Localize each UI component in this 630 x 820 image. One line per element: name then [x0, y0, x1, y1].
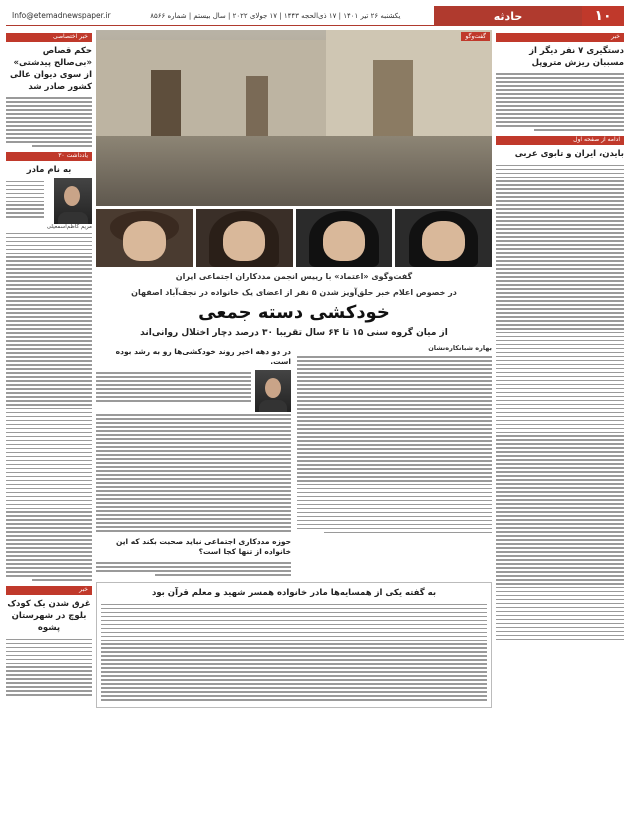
right-column [496, 30, 624, 814]
main-column [96, 30, 492, 814]
victim-photos [96, 209, 492, 267]
interviewee-photo [255, 370, 291, 412]
neighbor-quote-box [96, 582, 492, 708]
story-biden-title: بایدن، ایران و تابوی عربی [514, 149, 624, 160]
story-metropol-body [496, 71, 624, 133]
portrait-photo [96, 209, 193, 267]
tag-news-left: خبر [6, 586, 92, 595]
tag-exclusive: خبر اختصاصی [6, 33, 92, 42]
box-text [101, 601, 487, 703]
portrait-photo [296, 209, 393, 267]
main-headline: خودکشی دسته جمعی [198, 302, 390, 323]
date-line: یکشنبه ۲۶ تیر ۱۴۰۱ | ۱۷ ذی‌الحجه ۱۴۴۳ | ۱۷ جولای ۲۰۲۲ | سال بیستم | شماره ۸۵۶۶ [117, 6, 434, 26]
left-column [6, 30, 92, 814]
interview-question: حوزه مددکاری اجتماعی نباید صحبت بکند که این خانواده از تنها کجا است؟ [115, 536, 291, 556]
photo-tag: گفت‌وگو [461, 32, 490, 41]
interview-question: در دو دهه اخیر روند خودکشی‌ها رو به رشد بوده است. [115, 347, 291, 366]
tag-news: خبر [496, 33, 624, 42]
page-number: ۱۰ [582, 6, 624, 26]
story-biden-body [496, 162, 624, 643]
kicker-line-1: گفت‌وگوی «اعتماد» با رییس انجمن مددکاران اجتماعی ایران [175, 272, 413, 281]
portrait-photo [395, 209, 492, 267]
box-title: به گفته یکی از همسایه‌ها مادر خانواده همسر شهید و معلم قرآن بود [151, 588, 437, 599]
story-metropol-title: دستگیری ۷ نفر دیگر از مسببان ریزش متروپل [529, 46, 624, 68]
author-photo [54, 178, 92, 224]
article-body [96, 344, 492, 578]
tag-continued: ادامه از صفحه اول [496, 136, 624, 145]
story-qisas-body [6, 95, 92, 149]
byline: بهاره شبانکاره‌نشان [428, 344, 492, 352]
article-text [96, 412, 291, 534]
story-mother-body [6, 230, 92, 583]
story-mother-title: به نام مادر [26, 165, 72, 176]
subheadline: از میان گروه سنی ۱۵ تا ۶۴ سال تقریبا ۳۰ درصد دچار اختلال روانی‌اند [140, 328, 448, 338]
story-qisas-title: حکم قصاص «بی‌صالح پیدشتی» از سوی دیوان عالی کشور صادر شد [9, 46, 92, 92]
story-drowning-title: غرق شدن یک کودک بلوچ در شهرستان پشوه [7, 599, 91, 634]
scene-photo [96, 30, 492, 206]
section-title: حادثه [434, 6, 582, 26]
author-caption: مریم کاظم‌اسمعیلی [46, 224, 92, 231]
tag-note: یادداشت ۳۰ [6, 152, 92, 161]
story-drowning-body [6, 636, 92, 698]
page-header [6, 6, 624, 26]
kicker-line-2: در خصوص اعلام خبر حلق‌آویز شدن ۵ نفر از اعضای یک خانواده در نجف‌آباد اصفهان [131, 288, 457, 297]
email-address[interactable]: Info@etemadnewspaper.ir [6, 6, 117, 26]
article-text [297, 354, 492, 536]
portrait-photo [196, 209, 293, 267]
